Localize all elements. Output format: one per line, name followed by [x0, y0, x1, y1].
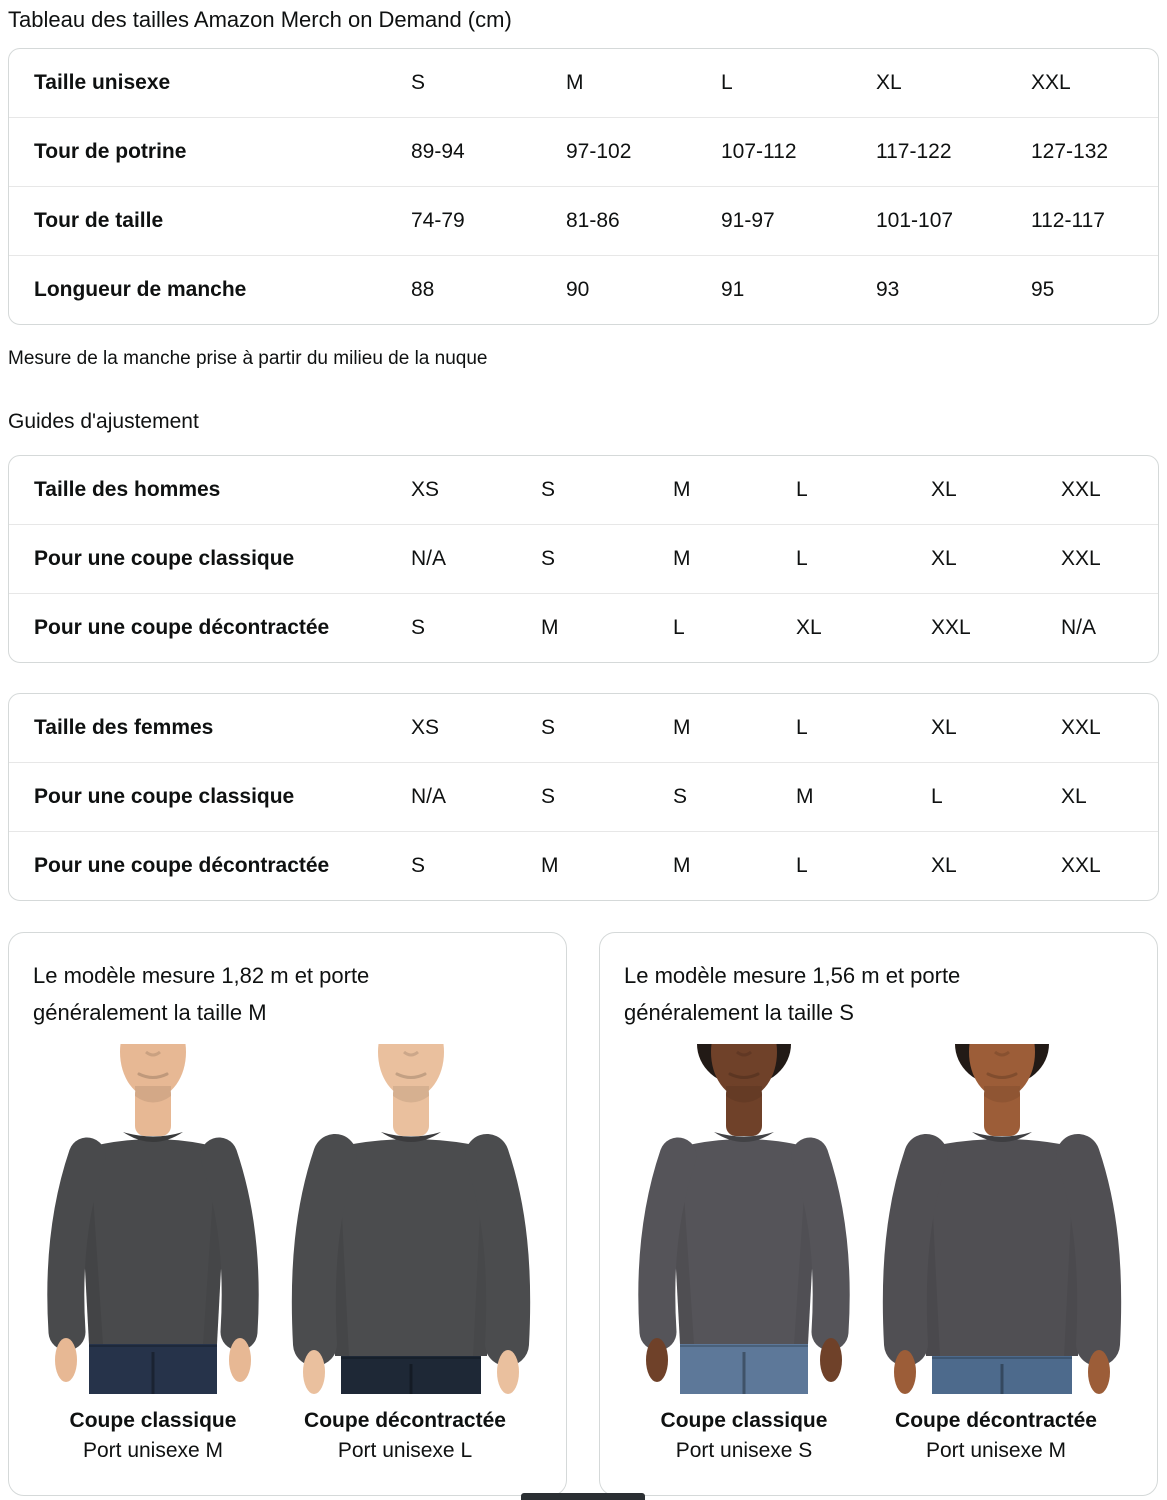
- fit-table-cell: L: [796, 478, 808, 501]
- size-table-cell: 117-122: [876, 140, 952, 163]
- photo-caption: [27, 1406, 279, 1466]
- fit-table-cell: L: [796, 854, 808, 877]
- size-table-cell: L: [721, 71, 733, 94]
- size-table-cell: 112-117: [1031, 209, 1105, 232]
- fit-table-cell: M: [673, 478, 691, 501]
- female-model-classic-fit-photo: [618, 1044, 870, 1394]
- fit-table-cell: N/A: [411, 785, 447, 808]
- fit-table-cell: XXL: [1061, 478, 1101, 501]
- fit-table-cell: XXL: [931, 616, 971, 639]
- table-row: [9, 186, 1158, 255]
- size-worn-label: Port unisexe M: [925, 1439, 1067, 1462]
- fit-table-cell: M: [673, 547, 691, 570]
- table-row: [9, 49, 1158, 117]
- table-row: [9, 255, 1158, 324]
- fit-table-cell: S: [541, 716, 556, 739]
- size-table-cell: 74-79: [411, 209, 465, 232]
- women-fit-table: [8, 693, 1159, 901]
- fit-table-cell: S: [541, 478, 556, 501]
- size-table-cell: 91: [721, 278, 745, 301]
- fit-table-cell: S: [541, 785, 556, 808]
- fit-table-cell: XL: [796, 616, 822, 639]
- fit-table-cell: XXL: [1061, 854, 1101, 877]
- sleeve-measure-note: Mesure de la manche prise à partir du milieu de la nuque: [8, 348, 488, 369]
- fit-table-cell: XL: [931, 716, 957, 739]
- fit-table-cell: XS: [411, 478, 440, 501]
- size-worn-label: Port unisexe S: [675, 1439, 813, 1462]
- fit-table-cell: S: [411, 616, 426, 639]
- size-table-cell: 107-112: [721, 140, 797, 163]
- photo-row: [618, 1044, 1137, 1394]
- fit-table-cell: L: [796, 716, 808, 739]
- fit-table-cell: N/A: [411, 547, 447, 570]
- fit-table-cell: XL: [931, 854, 957, 877]
- fit-label: Coupe classique: [69, 1409, 237, 1432]
- size-table: [8, 48, 1159, 325]
- fit-table-cell: M: [673, 716, 691, 739]
- photo-caption: [618, 1406, 870, 1466]
- size-table-cell: 95: [1031, 278, 1055, 301]
- size-worn-label: Port unisexe L: [337, 1439, 473, 1462]
- female-model-relaxed-fit-photo: [876, 1044, 1128, 1394]
- fit-table-cell: N/A: [1061, 616, 1097, 639]
- size-table-cell: 93: [876, 278, 900, 301]
- model-description: Le modèle mesure 1,56 m et porte généralement la taille S: [624, 963, 961, 1025]
- size-table-cell: 97-102: [566, 140, 632, 163]
- table-row: [9, 593, 1158, 662]
- size-table-cell: S: [411, 71, 426, 94]
- male-model-classic-fit-photo: [27, 1044, 279, 1394]
- fit-table-row-label: Taille des hommes: [34, 478, 221, 501]
- size-table-row-label: Tour de taille: [34, 209, 164, 232]
- model-cards: [8, 932, 1159, 1496]
- size-table-cell: 81-86: [566, 209, 620, 232]
- size-table-row-label: Taille unisexe: [34, 71, 171, 94]
- table-row: [9, 694, 1158, 762]
- size-table-cell: 91-97: [721, 209, 775, 232]
- fit-table-cell: L: [931, 785, 943, 808]
- photo-caption: [870, 1406, 1122, 1466]
- model-description: Le modèle mesure 1,82 m et porte généralement la taille M: [33, 963, 370, 1025]
- men-model-card: [8, 932, 567, 1496]
- fit-table-cell: S: [411, 854, 426, 877]
- size-table-cell: 89-94: [411, 140, 465, 163]
- size-table-row-label: Tour de potrine: [34, 140, 187, 163]
- fit-table-cell: M: [796, 785, 814, 808]
- size-worn-label: Port unisexe M: [82, 1439, 224, 1462]
- size-table-cell: 127-132: [1031, 140, 1109, 163]
- male-model-relaxed-fit-photo: [285, 1044, 537, 1394]
- fit-table-cell: S: [673, 785, 688, 808]
- fit-table-cell: XL: [931, 547, 957, 570]
- fit-guides-heading: Guides d'ajustement: [8, 410, 199, 433]
- men-fit-table: [8, 455, 1159, 663]
- size-table-cell: 88: [411, 278, 435, 301]
- fit-table-row-label: Pour une coupe décontractée: [34, 854, 330, 877]
- size-table-cell: XXL: [1031, 71, 1071, 94]
- fit-label: Coupe décontractée: [895, 1409, 1097, 1432]
- fit-table-cell: L: [796, 547, 808, 570]
- fit-table-row-label: Pour une coupe classique: [34, 547, 295, 570]
- women-model-card: [599, 932, 1158, 1496]
- next-section-peek: [521, 1493, 645, 1500]
- size-table-cell: XL: [876, 71, 902, 94]
- fit-table-cell: XL: [1061, 785, 1087, 808]
- fit-table-row-label: Pour une coupe décontractée: [34, 616, 330, 639]
- fit-table-cell: S: [541, 547, 556, 570]
- photo-row: [27, 1044, 546, 1394]
- fit-label: Coupe décontractée: [304, 1409, 506, 1432]
- size-table-cell: 101-107: [876, 209, 954, 232]
- fit-table-cell: M: [541, 616, 559, 639]
- fit-table-row-label: Taille des femmes: [34, 716, 214, 739]
- size-table-cell: M: [566, 71, 584, 94]
- size-table-cell: 90: [566, 278, 590, 301]
- fit-table-cell: XXL: [1061, 547, 1101, 570]
- caption-row: [27, 1406, 546, 1466]
- size-table-row-label: Longueur de manche: [34, 278, 247, 301]
- table-row: [9, 117, 1158, 186]
- table-row: [9, 524, 1158, 593]
- fit-table-cell: L: [673, 616, 685, 639]
- table-row: [9, 831, 1158, 900]
- table-row: [9, 762, 1158, 831]
- table-row: [9, 456, 1158, 524]
- fit-label: Coupe classique: [660, 1409, 828, 1432]
- caption-row: [618, 1406, 1137, 1466]
- fit-table-cell: XS: [411, 716, 440, 739]
- fit-table-cell: M: [541, 854, 559, 877]
- fit-table-cell: XL: [931, 478, 957, 501]
- fit-table-row-label: Pour une coupe classique: [34, 785, 295, 808]
- fit-table-cell: M: [673, 854, 691, 877]
- photo-caption: [279, 1406, 531, 1466]
- fit-table-cell: XXL: [1061, 716, 1101, 739]
- page-title: Tableau des tailles Amazon Merch on Demand (cm): [8, 7, 512, 32]
